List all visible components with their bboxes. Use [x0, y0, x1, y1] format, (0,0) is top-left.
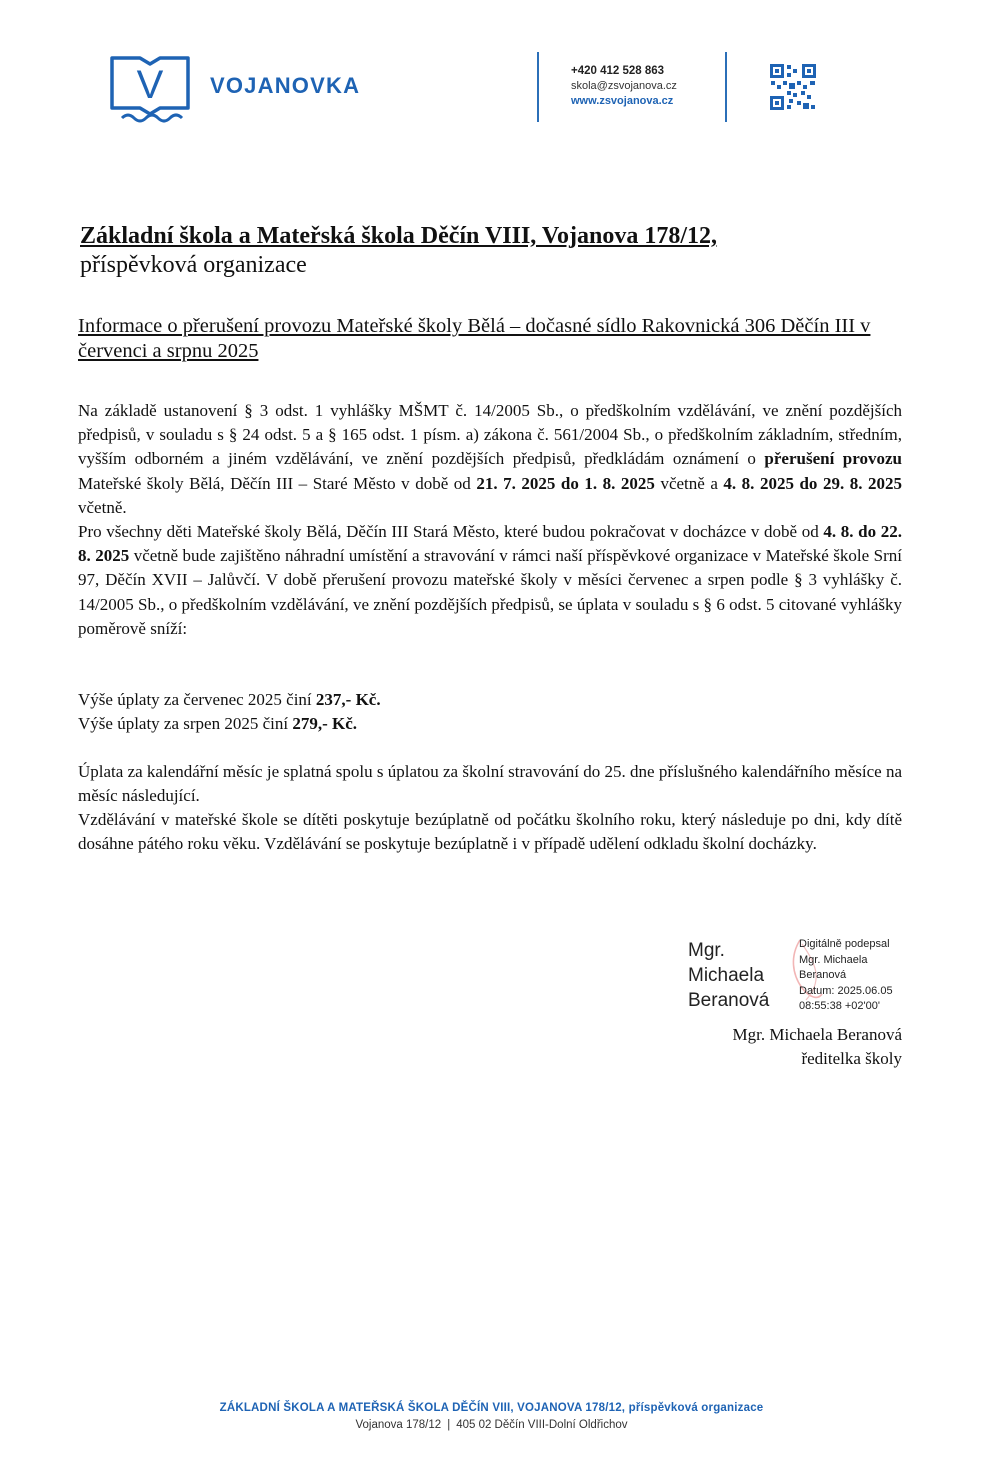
sig-meta-line: Digitálně podepsal: [799, 938, 890, 950]
fee-label: Výše úplaty za červenec 2025 činí: [78, 690, 316, 709]
fee-label: Výše úplaty za srpen 2025 činí: [78, 714, 293, 734]
sig-meta-line: Datum: 2025.06.05: [799, 984, 893, 997]
text-run: včetně.: [78, 497, 127, 517]
phone-number: +420 412 528 863: [571, 65, 665, 77]
footer-organization: [0, 1402, 983, 1414]
footer-street: Vojanova 178/12: [355, 1419, 442, 1431]
fee-august: [78, 712, 902, 736]
digital-signature-name: [688, 938, 769, 1013]
signer-role: ředitelka školy: [801, 1049, 902, 1068]
school-type: příspěvková organizace: [80, 252, 307, 278]
footer-org-type: příspěvková organizace: [625, 1402, 764, 1414]
paragraph-replacement: [78, 520, 902, 641]
contact-block: [571, 64, 677, 109]
paragraph-legal-basis: [78, 399, 902, 520]
school-name-heading: [80, 222, 717, 280]
date-range-2: 4. 8. 2025 do 29. 8. 2025: [723, 473, 903, 493]
text-run: Mateřské školy Bělá, Děčín III – Staré Město v době od: [78, 473, 477, 493]
sig-line: Beranová: [688, 990, 770, 1011]
email-address[interactable]: skola@zsvojanova.cz: [571, 80, 677, 92]
website-link[interactable]: www.zsvojanova.cz: [571, 95, 674, 107]
digital-signature-meta: [799, 937, 893, 1015]
notice-title: Informace o přerušení provozu Mateřské školy Bělá – dočasné sídlo Rakovnická 306 Děčín III v červenci a srpnu 2025: [78, 315, 871, 362]
sig-meta-line: Mgr. Michaela: [799, 953, 868, 966]
footer-address: [0, 1419, 983, 1431]
sig-meta-line: 08:55:38 +02'00': [799, 1000, 880, 1012]
footer-city: 405 02 Děčín VIII-Dolní Oldřichov: [456, 1419, 628, 1431]
footer-separator: |: [447, 1419, 451, 1431]
text-run: včetně a: [654, 473, 724, 493]
brand-name: VOJANOVKA: [210, 73, 361, 98]
header-divider: [537, 52, 539, 122]
fees-list: [78, 688, 902, 736]
paragraph-free-education: Vzdělávání v mateřské škole se dítěti poskytuje bezúplatně od počátku školního roku, který následuje po dni, kdy dítě dosáhne pátého roku věku. Vzdělávání se poskytuje bezúplatně i v případě udělení odkladu školní docházky.: [78, 810, 902, 854]
header-divider: [725, 52, 727, 122]
fee-amount: 279,- Kč.: [292, 714, 358, 734]
paragraph-payment-due: Úplata za kalendářní měsíc je splatná spolu s úplatou za školní stravování do 25. dne příslušného kalendářního měsíce na měsíc následující.: [78, 762, 902, 806]
signer-name: Mgr. Michaela Beranová: [732, 1025, 902, 1044]
footer-org-caps: ZÁKLADNÍ ŠKOLA A MATEŘSKÁ ŠKOLA DĚČÍN VIII, VOJANOVA 178/12,: [219, 1402, 626, 1414]
date-range-replacement: 4. 8. do 22. 8. 2025: [78, 522, 902, 566]
sig-line: Michaela: [688, 965, 765, 986]
text-run: Na základě ustanovení § 3 odst. 1 vyhlášky MŠMT č. 14/2005 Sb., o předškolním vzdělávání, ve znění pozdějších předpisů, v souladu s § 24 odst. 5 a § 165 odst. 1 písm. a) zákona č. 561/2004 Sb., o předškolním základním, středním, vyšším odborném a jiném vzdělávání, ve znění pozdějších předpisů, předkládám oznámení o: [78, 401, 902, 469]
sig-line: Mgr.: [688, 940, 725, 961]
fee-july: [78, 688, 902, 712]
sig-meta-line: Beranová: [799, 969, 847, 981]
emphasis-interruption: přerušení provozu: [764, 449, 902, 469]
fee-amount: 237,- Kč.: [315, 690, 381, 709]
text-run: včetně bude zajištěno náhradní umístění a stravování v rámci naší příspěvkové organizace v Mateřské škole Srní 97, Děčín XVII – Jalůvčí. V době přerušení provozu mateřské školy v měsíci červenec a srpen podle § 3 vyhlášky č. 14/2005 Sb., o předškolním vzdělávání, ve znění pozdějších předpisů, se úplata v souladu s § 6 odst. 5 citované vyhlášky poměrově sníží:: [78, 546, 903, 638]
qr-code-icon: [770, 64, 816, 110]
school-name: Základní škola a Mateřská škola Děčín VIII, Vojanova 178/12,: [80, 223, 718, 249]
date-range-1: 21. 7. 2025 do 1. 8. 2025: [476, 473, 655, 493]
text-run: Pro všechny děti Mateřské školy Bělá, Děčín III Stará Město, které budou pokračovat v docházce v době od: [78, 522, 824, 541]
signer-block: [600, 1023, 902, 1071]
school-logo: [108, 52, 192, 124]
logo-letter: V: [136, 63, 164, 107]
